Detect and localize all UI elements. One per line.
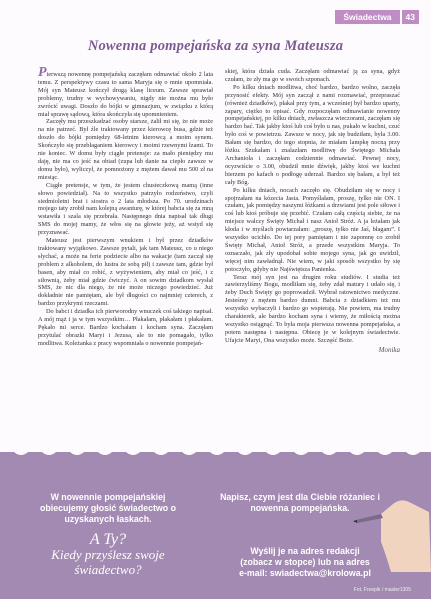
- paragraph: Po kilku dniach, nocach zaczęło się. Obudziłam się w nocy i spojrzałam na kózecia Jasia. Pomyślałam, proszę, tylko nie ON. I czułam, jak pomiędzy naszymi łóżkami a drzwiami jest pole siłowe i coś lub ktoś próbuje się przebić. Czułam całą częścią siebie, że na miejsce walczy Święty Michał i nasz Anioł Stróż. A ja leżałam jak kłoda i w myślach powtarzałam: „proszę, tylko nie Jaś, błagam”. I wszystko ucichło. Do tej pory pamiętam i nie zapomnę co zrobił Święty Michał, Anioł Stróż, a przede wszystkim Maryja. To oznaczało, jak zły upodobał sobie mojego syna, jak go uwidził, więcej nim zawładnął. Nie wiem, w jaki sposób wszystko by się potoczyło, gdyby nie Najświętsza Panienka.: [225, 186, 400, 273]
- paragraph: Mateusz jest pierwszym wnukiem i był przez dziadków traktowany wyjątkowo. Zawsze pytali, jak tam Mateusz, co u niego słychać, a może na ferie podziecie albo na wakacje (tam zaczął się problem z alkoholem, do lustra że sobą pił) i zawsze tam, gdzie był basen, aby miał co robić, z wyżywieniem, aby miał co jeść, i z siłownią, żeby miał gdzie ćwiczyć. A on sowim dziadkom wysłał SMS, że nic dla niego, że nie może niczego powiedzieć. Już dokładnie nie pamiętam, ale był długości co najmniej czterech, z bardzo przykrymi rzeczami.: [38, 237, 213, 308]
- drop-cap: P: [38, 65, 47, 80]
- paragraph: Ciągłe pretensje, w tym, że jestem chusteczkową mamą (inne słowo powiedział). Na to wszystko patrzyło rodzeństwo, czyli siedmioletni brat i siostra o 2 lata młodsza. Po 70. urodzinach mojego taty zrobił nam kolejną awanturę, w której babcia się za mną wstawiła i szala się przebrała. Następnego dnia napisał tak długi SMS do mojej mamy, że włos się na głowie jeży, aż wstyd się przyznawać.: [38, 181, 213, 237]
- author-signature: Monika: [378, 345, 400, 354]
- paragraph: Teraz mój syn jest na drugim roku studiów. I studia też zawierzyliśmy Bogu, modliłam się, żeby zdał matury i udało się, i żeby Duch Święty go poprowadził. Wybrał ratownictwo medyczne. Jesteśmy z mężem bardzo dumni. Babcia z dziadkiem też mu wszystko wybaczyli i bardzo go wspierają. Nie powiem, ma trudny charakterek, ale bardzo kocham syna i wiemy, że miłością można wszystko osiągnąć. To była moja pierwsza nowenna pompejańska, a potem następna i następna. Obiecę je w kolejnym świadectwie. Ufajcie Maryi, Ona wszystko może. Szczęść Boże.: [225, 273, 400, 344]
- photo-credit: Fot. Freepik / master1305: [353, 587, 411, 593]
- banner-question: A Ty? Kiedy przyślesz swoje świadectwo?: [51, 531, 165, 577]
- banner-contact: Wyślij je na adres redakcji (zobacz w stopce) lub na adres e-mail: swiadectwa@krolowa.pl: [210, 546, 400, 579]
- section-label: Świadectwa: [335, 10, 399, 24]
- paragraph: Do babci i dziadka ich pierworodny wnuczek coś takiego napisał. A mój mąż i ja w tym wszystkim… Płakałam, płakałam i płakałam. Pękało mi serce. Bardzo kochałam i kocham syna. Zaczęłam przytulać obrazki Maryi i Jezusa, ale to nie pomagało, tylko modlitwa. Koleżanka z pracy wspomniała o nowennie pompejań-: [38, 308, 213, 347]
- article-title: Nowenna pompejańska za syna Mateusza: [87, 38, 344, 54]
- paragraph: Po kilku dniach modlitwa, choć bardzo, bardzo wolno, zaczęła przynosić efekty. Mój syn zaczął z nami rozmawiać, przepraszać (również dziadków), płakał przy tym, a wcześniej był bardzo uparty, zapary, ciężko to opisać. Gdy rozpoczęłam odmawianie nowenny pompejańskiej, po kilku dniach, zwłaszcza wieczorami, zaczęłam się bardzo bać. Tak jakby ktoś lub coś było u nas, pukało w kuchni, czuć było coś w powietrzu. Zawsze w nocy, jak się budziłam, była 3.00. Bałam się bardzo, do tego stopnia, że miałam lampkę nocną przy łóżku. Szukałam i znalazłam modlitwę do Świętego Michała Archanioła i zaczęłam codziennie odmawiać. Pewnej nocy, ocyzwiście o 3.00, obudził mnie dźwięk, jakby ktoś we kuchni bierzem po kafach o podłogę uderzał. Bardzo się bałam, a był też cały Bóg.: [225, 83, 400, 186]
- article-body: [38, 65, 400, 355]
- banner-promise-text: W nowennie pompejańskiej obiecujemy głosić świadectwo o uzyskanych łaskach.: [40, 492, 176, 524]
- paragraph: skiej, która działa cuda. Zaczęłam odmawiać ją za syna, gdyż czułam, że zły ma go w swoich szponach.: [225, 68, 400, 83]
- page-number: 43: [402, 10, 419, 24]
- contact-email[interactable]: e-mail: swiadectwa@krolowa.pl: [239, 568, 371, 578]
- paragraph: Pierwszą nowennę pompejańską zaczęłam odmawiać około 2 lata temu. Z perspektywy czasu to sama Maryja się o mnie upomniała. Mój syn Mateusz kończył drugą klasę liceum. Zawsze sprawiał problemy, trudny w wychowywaniu, nigdy nie można mu było zwrócić uwagi. Doszło do bójki w gimnazjum, w związku z którą miał sprawę sądową, która skończyła się upomnieniem.: [38, 65, 213, 118]
- page-header: [335, 10, 419, 24]
- testimony-banner: [0, 452, 431, 599]
- column-left: [38, 65, 213, 355]
- writing-hand-icon: [351, 452, 431, 572]
- banner-invite-text: Napisz, czym jest dla Ciebie różaniec i nowenna pompejańska.: [220, 492, 380, 513]
- paragraph: Zaczęły mu przeszkadzać osoby starsze, żalił mi się, że nie może na nie patrzeć. Był źle traktowany przez kierowcę busa, gdzie też doszło do bójki pomiędzy 68-letnim kierowcą a moim synem. Skończyło się przebłaganiem kierowcy i moimi rzewnymi łzami. To nie koniec. W domu były ciągłe pretensje: za mało pieniędzy mu daję, nie ma co jeść na obiad (zupa lub danie na ciepło zawsze w domu było), wyliczył, że pomnożony z mężem dawał mu 500 zł na miesiąc.: [38, 118, 213, 181]
- column-right: [225, 68, 400, 355]
